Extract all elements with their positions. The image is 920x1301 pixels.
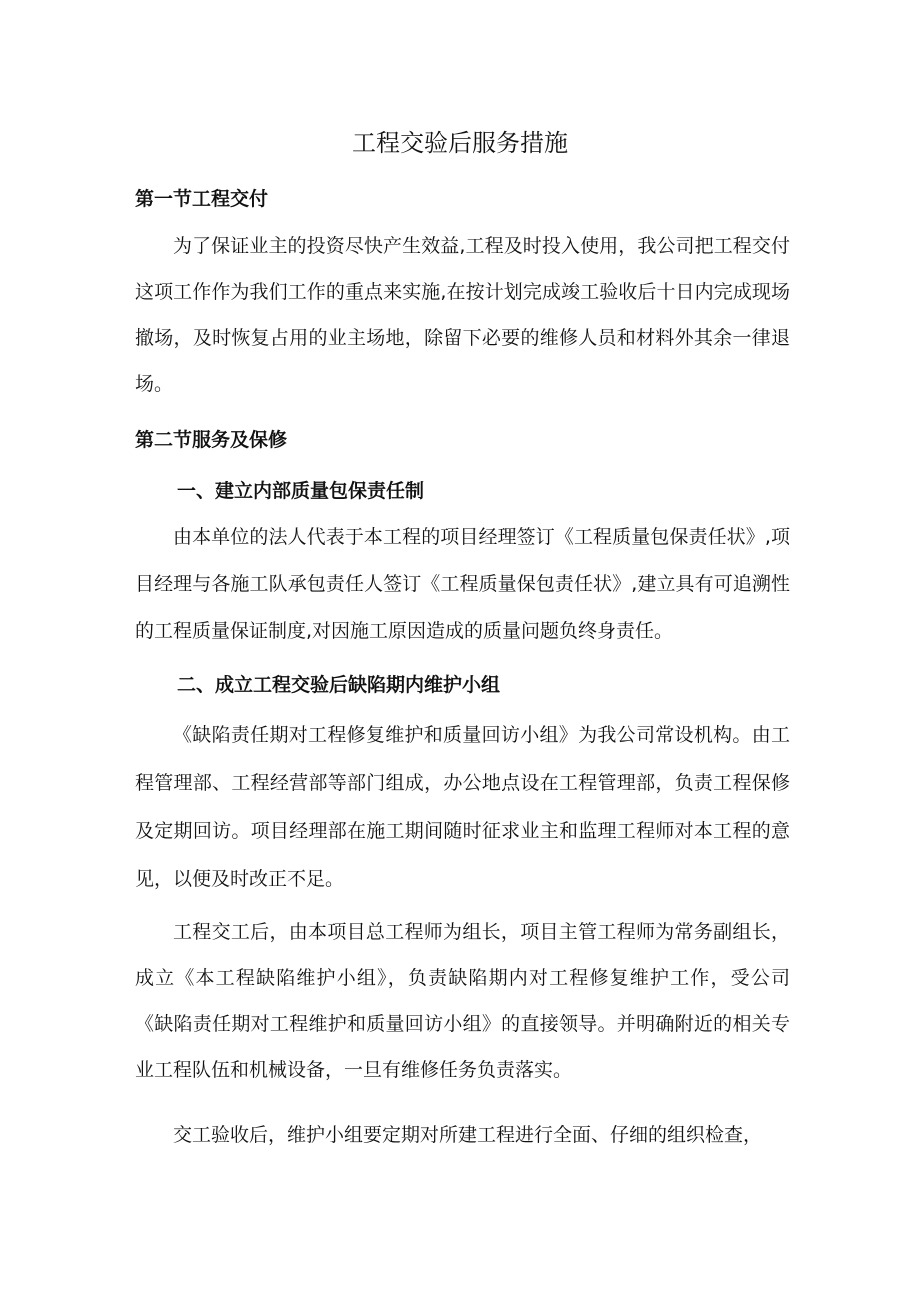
section-heading-service-warranty: 第二节服务及保修: [135, 429, 288, 451]
paragraph-quality-responsibility: 由本单位的法人代表于本工程的项目经理签订《工程质量包保责任状》,项目经理与各施工队承包责任人签订《工程质量保包责任状》,建立具有可追溯性的工程质量保证制度,对因施工原因造成的质量问题负终身责任。: [135, 526, 790, 642]
paragraph-maintenance-team-leadership: 工程交工后，由本项目总工程师为组长，项目主管工程师为常务副组长，成立《本工程缺陷维护小组》，负责缺陷期内对工程修复维护工作，受公司《缺陷责任期对工程维护和质量回访小组》的直接领导。并明确附近的相关专业工程队伍和机械设备，一旦有维修任务负责落实。: [135, 921, 790, 1081]
paragraph-maintenance-inspection: 交工验收后，维护小组要定期对所建工程进行全面、仔细的组织检查，: [173, 1124, 763, 1146]
document-title: 工程交验后服务措施: [352, 129, 568, 157]
paragraph-delivery: 为了保证业主的投资尽快产生效益,工程及时投入使用，我公司把工程交付这项工作作为我们工作的重点来实施,在按计划完成竣工验收后十日内完成现场撤场，及时恢复占用的业主场地，除留下必要的维修人员和材料外其余一律退场。: [135, 235, 790, 395]
section-heading-delivery: 第一节工程交付: [135, 188, 269, 210]
paragraph-maintenance-team-intro: 《缺陷责任期对工程修复维护和质量回访小组》为我公司常设机构。由工程管理部、工程经营部等部门组成，办公地点设在工程管理部，负责工程保修及定期回访。项目经理部在施工期间随时征求业主和监理工程师对本工程的意见，以便及时改正不足。: [135, 724, 790, 890]
subsection-heading-maintenance-team: 二、成立工程交验后缺陷期内维护小组: [177, 674, 501, 696]
subsection-heading-quality-responsibility: 一、建立内部质量包保责任制: [177, 480, 425, 502]
